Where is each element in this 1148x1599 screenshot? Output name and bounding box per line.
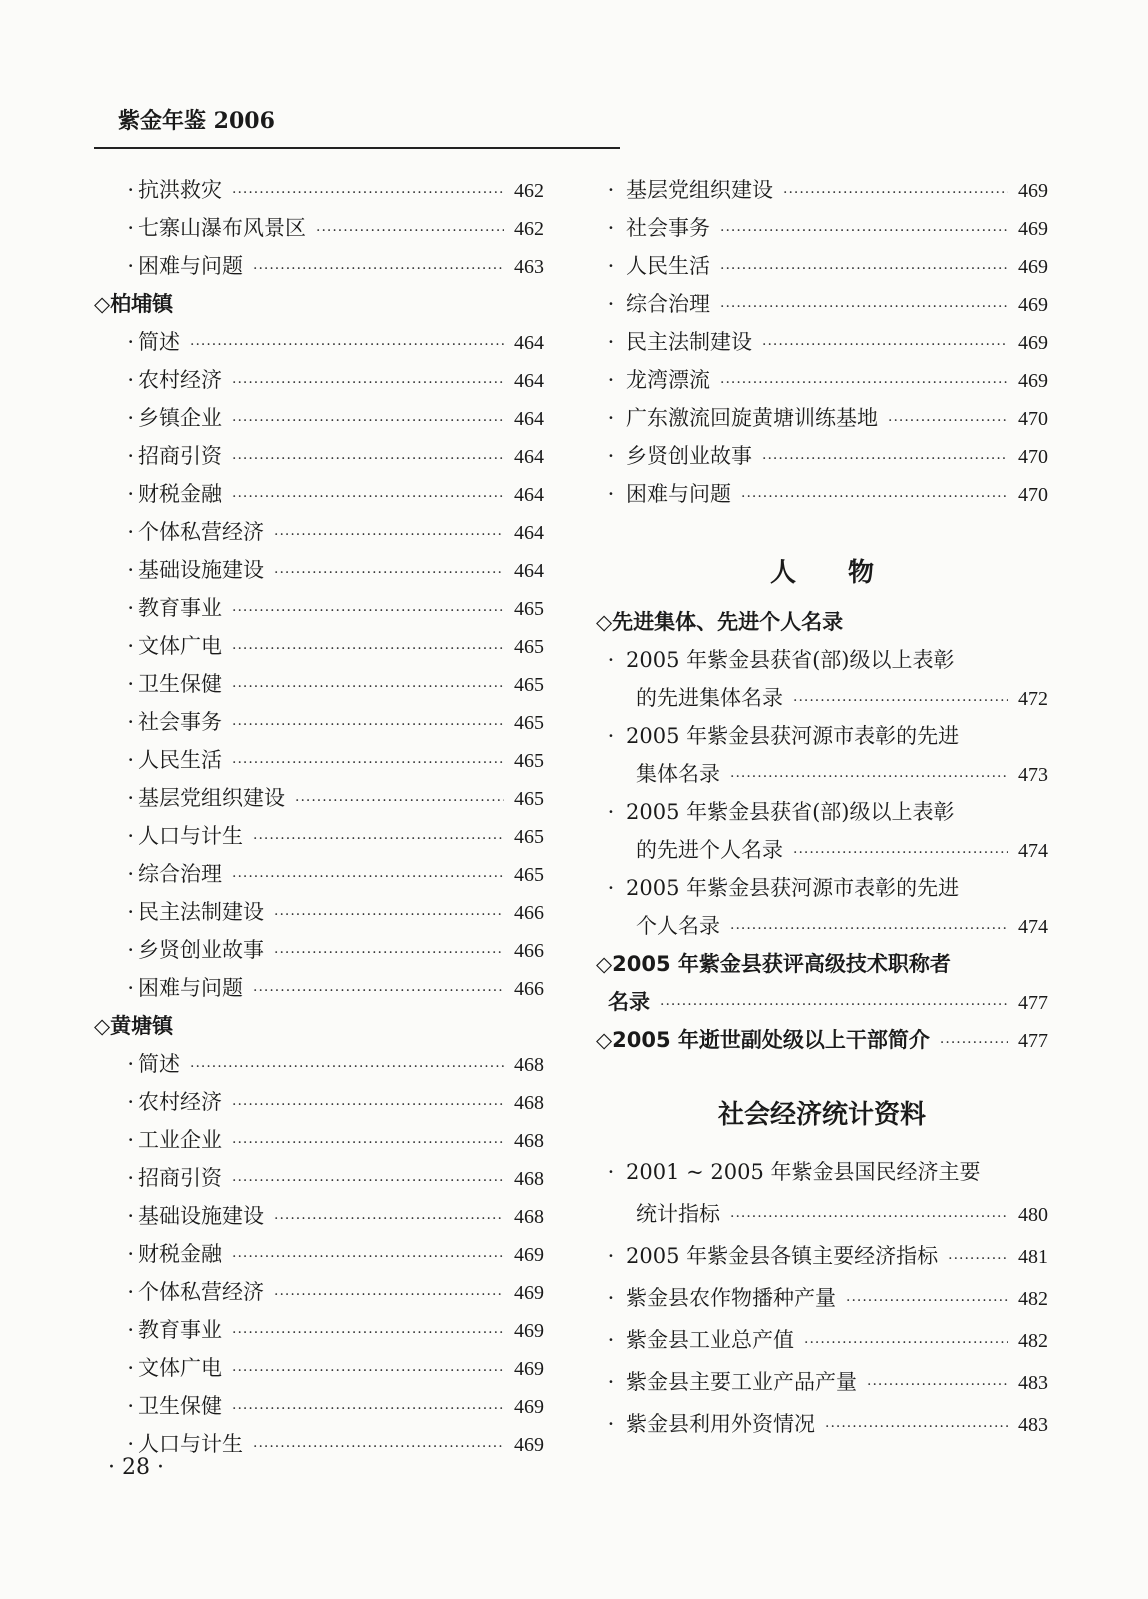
toc-entry[interactable]: [596, 399, 1048, 437]
toc-entry-title: 龙湾漂流: [626, 368, 710, 392]
toc-entry[interactable]: [596, 437, 1048, 475]
leader-dots: [274, 896, 504, 934]
toc-entry-line1: [596, 641, 1048, 679]
toc-page-number: 468: [514, 1092, 544, 1114]
toc-page-number: 483: [1018, 1414, 1048, 1436]
toc-entry-title: 财税金融: [138, 482, 222, 506]
leader-dots: [274, 516, 504, 554]
toc-page-number: 465: [514, 598, 544, 620]
bullet-dot: ·: [607, 800, 615, 824]
toc-page-number: 469: [514, 1396, 544, 1418]
toc-page-number: 468: [514, 1130, 544, 1152]
toc-entry[interactable]: [94, 893, 544, 931]
toc-entry[interactable]: [94, 209, 544, 247]
leader-dots: [232, 1352, 504, 1390]
leader-dots: [741, 478, 1008, 516]
leader-dots: [793, 834, 1008, 872]
toc-entry[interactable]: [596, 1319, 1048, 1361]
leader-dots: [730, 758, 1008, 796]
toc-entry[interactable]: [596, 323, 1048, 361]
toc-page-number: 477: [1018, 992, 1048, 1014]
toc-page-number: 464: [514, 370, 544, 392]
toc-entry-title: 人口与计生: [138, 824, 243, 848]
leader-dots: [295, 782, 504, 820]
leader-dots: [274, 554, 504, 592]
section-baitang: ◇柏埔镇: [94, 292, 174, 316]
leader-dots: [316, 212, 504, 250]
leader-dots: [232, 1124, 504, 1162]
toc-entry-title: 综合治理: [626, 292, 710, 316]
toc-entry[interactable]: [94, 1197, 544, 1235]
toc-page-number: 474: [1018, 916, 1048, 938]
toc-page-number: 464: [514, 484, 544, 506]
toc-entry-title: 民主法制建设: [626, 330, 752, 354]
toc-entry-title: 2005 年紫金县获省(部)级以上表彰: [626, 800, 955, 824]
section-huangtang: ◇黄塘镇: [94, 1014, 174, 1038]
leader-dots: [762, 440, 1008, 478]
toc-entry-title: 乡贤创业故事: [138, 938, 264, 962]
page-number: · 28 ·: [108, 1455, 164, 1480]
toc-entry[interactable]: [596, 475, 1048, 513]
bullet-dot: ·: [607, 330, 615, 354]
toc-page-number: 465: [514, 864, 544, 886]
toc-entry-title: 基础设施建设: [138, 558, 264, 582]
toc-entry[interactable]: [94, 627, 544, 665]
toc-entry[interactable]: [596, 361, 1048, 399]
toc-entry-titles[interactable]: [596, 945, 1048, 1021]
leader-dots: [232, 364, 504, 402]
toc-entry-title: 文体广电: [138, 634, 222, 658]
toc-page-number: 473: [1018, 764, 1048, 786]
toc-page-number: 469: [1018, 180, 1048, 202]
toc-left-column: [94, 171, 544, 1463]
bullet-dot: ·: [127, 1394, 134, 1418]
leader-dots: [190, 326, 504, 364]
toc-entry[interactable]: [94, 665, 544, 703]
bullet-dot: ·: [127, 938, 134, 962]
bullet-dot: ·: [607, 876, 615, 900]
leader-dots: [846, 1280, 1008, 1322]
toc-entry-line1: [596, 717, 1048, 755]
toc-entry[interactable]: [94, 779, 544, 817]
toc-page-number: 472: [1018, 688, 1048, 710]
toc-entry-line2: [596, 831, 1048, 869]
toc-page-number: 469: [514, 1244, 544, 1266]
bullet-dot: ·: [127, 900, 134, 924]
toc-page-number: 469: [1018, 218, 1048, 240]
toc-entry-title: 综合治理: [138, 862, 222, 886]
toc-entry-title: 人口与计生: [138, 1432, 243, 1456]
toc-page-number: 482: [1018, 1330, 1048, 1352]
leader-dots: [232, 1086, 504, 1124]
toc-entry[interactable]: [94, 1273, 544, 1311]
header-rule: [94, 147, 620, 149]
bullet-dot: ·: [607, 216, 615, 240]
toc-entry-title: 困难与问题: [626, 482, 731, 506]
bullet-dot: ·: [127, 178, 134, 202]
leader-dots: [253, 820, 504, 858]
bullet-dot: ·: [127, 710, 134, 734]
toc-entry[interactable]: [94, 171, 544, 209]
bullet-dot: ·: [127, 406, 134, 430]
toc-page-number: 469: [514, 1434, 544, 1456]
toc-entry[interactable]: [94, 1159, 544, 1197]
heading-stats: 社会经济统计资料: [717, 1100, 926, 1130]
toc-entry[interactable]: [596, 1361, 1048, 1403]
leader-dots: [253, 250, 504, 288]
toc-entry-title: 七寨山瀑布风景区: [138, 216, 306, 240]
toc-right-column: [596, 171, 1048, 1445]
bullet-dot: ·: [607, 444, 615, 468]
bullet-dot: ·: [127, 1052, 134, 1076]
leader-dots: [825, 1406, 1008, 1448]
toc-entry-title: 招商引资: [138, 1166, 222, 1190]
toc-entry[interactable]: [596, 1151, 1048, 1235]
toc-entry-title: 困难与问题: [138, 254, 243, 278]
toc-page-number: 465: [514, 750, 544, 772]
leader-dots: [232, 630, 504, 668]
toc-entry[interactable]: [94, 589, 544, 627]
toc-page-number: 480: [1018, 1204, 1048, 1226]
toc-entry[interactable]: [94, 1387, 544, 1425]
bullet-dot: ·: [127, 482, 134, 506]
toc-entry[interactable]: [94, 1235, 544, 1273]
toc-page-number: 464: [514, 332, 544, 354]
toc-entry-title: 文体广电: [138, 1356, 222, 1380]
bullet-dot: ·: [607, 254, 615, 278]
bullet-dot: ·: [127, 444, 134, 468]
bullet-dot: ·: [607, 1286, 615, 1310]
toc-entry[interactable]: [94, 969, 544, 1007]
toc-page-number: 469: [1018, 332, 1048, 354]
toc-entry[interactable]: [94, 855, 544, 893]
leader-dots: [720, 250, 1008, 288]
toc-entry[interactable]: [94, 931, 544, 969]
leader-dots: [232, 858, 504, 896]
toc-entry-deceased[interactable]: [596, 1021, 1048, 1059]
leader-dots: [762, 326, 1008, 364]
toc-entry-title: 社会事务: [626, 216, 710, 240]
toc-entry-line1: [596, 1151, 1048, 1193]
toc-entry[interactable]: [94, 513, 544, 551]
bullet-dot: ·: [127, 520, 134, 544]
toc-page-number: 464: [514, 446, 544, 468]
toc-entry[interactable]: [94, 1349, 544, 1387]
toc-entry[interactable]: [596, 247, 1048, 285]
toc-entry-line2: [596, 679, 1048, 717]
bullet-dot: ·: [127, 558, 134, 582]
toc-page-number: 464: [514, 522, 544, 544]
toc-page-number: 470: [1018, 446, 1048, 468]
toc-entry[interactable]: [94, 551, 544, 589]
toc-entry-title: 基础设施建设: [138, 1204, 264, 1228]
toc-page-number: 462: [514, 218, 544, 240]
toc-page-number: 469: [514, 1358, 544, 1380]
toc-entry[interactable]: [94, 741, 544, 779]
toc-entry-title: 卫生保健: [138, 1394, 222, 1418]
leader-dots: [232, 440, 504, 478]
bullet-dot: ·: [127, 1090, 134, 1114]
bullet-dot: ·: [127, 1166, 134, 1190]
leader-dots: [720, 212, 1008, 250]
bullet-dot: ·: [607, 178, 615, 202]
toc-entry-line2: [596, 907, 1048, 945]
leader-dots: [940, 1024, 1008, 1062]
toc-entry-line2: [596, 1193, 1048, 1235]
toc-page-number: 469: [1018, 370, 1048, 392]
toc-entry-title: 紫金县主要工业产品产量: [626, 1370, 857, 1394]
toc-page-number: 470: [1018, 484, 1048, 506]
toc-entry-title: 卫生保健: [138, 672, 222, 696]
section-deceased-title: ◇2005 年逝世副处级以上干部简介: [596, 1028, 930, 1052]
toc-entry-title: 基层党组织建设: [626, 178, 773, 202]
toc-entry-title: 紫金县利用外资情况: [626, 1412, 815, 1436]
bullet-dot: ·: [127, 1242, 134, 1266]
bullet-dot: ·: [607, 1370, 615, 1394]
leader-dots: [232, 706, 504, 744]
leader-dots: [274, 1276, 504, 1314]
leader-dots: [720, 364, 1008, 402]
leader-dots: [660, 986, 1008, 1024]
toc-page-number: 466: [514, 978, 544, 1000]
toc-page-number: 465: [514, 636, 544, 658]
toc-entry[interactable]: [596, 1235, 1048, 1277]
leader-dots: [190, 1048, 504, 1086]
toc-entry-title-cont: 的先进集体名录: [636, 686, 783, 710]
toc-page-number: 462: [514, 180, 544, 202]
toc-page-number: 465: [514, 826, 544, 848]
heading-people: 人 物: [769, 558, 874, 588]
toc-entry[interactable]: [596, 285, 1048, 323]
toc-entry-title: 农村经济: [138, 368, 222, 392]
bullet-dot: ·: [127, 254, 134, 278]
leader-dots: [232, 744, 504, 782]
toc-entry[interactable]: [596, 1403, 1048, 1445]
toc-entry-title: 2005 年紫金县获省(部)级以上表彰: [626, 648, 955, 672]
bullet-dot: ·: [127, 634, 134, 658]
toc-entry-title: 农村经济: [138, 1090, 222, 1114]
bullet-dot: ·: [127, 216, 134, 240]
toc-entry-title: 社会事务: [138, 710, 222, 734]
bullet-dot: ·: [127, 1356, 134, 1380]
bullet-dot: ·: [607, 724, 615, 748]
leader-dots: [783, 174, 1008, 212]
toc-entry-title: 抗洪救灾: [138, 178, 222, 202]
leader-dots: [720, 288, 1008, 326]
leader-dots: [730, 1196, 1008, 1238]
toc-entry[interactable]: [596, 641, 1048, 717]
bullet-dot: ·: [607, 648, 615, 672]
toc-page-number: 468: [514, 1168, 544, 1190]
leader-dots: [232, 1314, 504, 1352]
leader-dots: [274, 1200, 504, 1238]
toc-entry[interactable]: [94, 247, 544, 285]
toc-page-number: 465: [514, 674, 544, 696]
bullet-dot: ·: [127, 330, 134, 354]
toc-entry-title: 个体私营经济: [138, 520, 264, 544]
toc-page-number: 463: [514, 256, 544, 278]
bullet-dot: ·: [127, 1280, 134, 1304]
toc-page-number: 474: [1018, 840, 1048, 862]
toc-page-number: 469: [514, 1282, 544, 1304]
toc-entry-title: 基层党组织建设: [138, 786, 285, 810]
toc-page-number: 469: [514, 1320, 544, 1342]
toc-page-number: 469: [1018, 256, 1048, 278]
toc-entry[interactable]: [596, 717, 1048, 793]
toc-page-number: 481: [1018, 1246, 1048, 1268]
toc-page-number: 468: [514, 1206, 544, 1228]
bullet-dot: ·: [607, 406, 615, 430]
toc-page-number: 469: [1018, 294, 1048, 316]
leader-dots: [232, 478, 504, 516]
leader-dots: [274, 934, 504, 972]
toc-page-number: 465: [514, 712, 544, 734]
toc-entry-title: 教育事业: [138, 596, 222, 620]
toc-entry-title: 财税金融: [138, 1242, 222, 1266]
toc-entry-title-cont: 的先进个人名录: [636, 838, 783, 862]
leader-dots: [232, 1390, 504, 1428]
bullet-dot: ·: [607, 482, 615, 506]
toc-page-number: 468: [514, 1054, 544, 1076]
bullet-dot: ·: [127, 824, 134, 848]
toc-entry-line2: [596, 755, 1048, 793]
toc-entry[interactable]: [596, 869, 1048, 945]
leader-dots: [793, 682, 1008, 720]
toc-entry-title: 工业企业: [138, 1128, 222, 1152]
toc-entry[interactable]: [94, 399, 544, 437]
toc-entry-title-cont: 集体名录: [636, 762, 720, 786]
bullet-dot: ·: [127, 596, 134, 620]
toc-page-number: 466: [514, 940, 544, 962]
toc-entry-title: 2005 年紫金县获河源市表彰的先进: [626, 724, 960, 748]
bullet-dot: ·: [127, 862, 134, 886]
toc-entry-title: 乡贤创业故事: [626, 444, 752, 468]
leader-dots: [232, 402, 504, 440]
toc-entry-title: 2005 年紫金县各镇主要经济指标: [626, 1244, 939, 1268]
toc-page-number: 470: [1018, 408, 1048, 430]
toc-entry[interactable]: [94, 1311, 544, 1349]
toc-page-number: 477: [1018, 1030, 1048, 1052]
toc-entry[interactable]: [94, 703, 544, 741]
leader-dots: [730, 910, 1008, 948]
section-advanced: ◇先进集体、先进个人名录: [596, 610, 844, 634]
toc-page-number: 466: [514, 902, 544, 924]
toc-entry[interactable]: [94, 1083, 544, 1121]
bullet-dot: ·: [127, 1318, 134, 1342]
leader-dots: [232, 174, 504, 212]
bullet-dot: ·: [607, 1328, 615, 1352]
leader-dots: [232, 668, 504, 706]
toc-entry-line1: [596, 869, 1048, 907]
toc-entry-title: 2001 ~ 2005 年紫金县国民经济主要: [626, 1160, 981, 1184]
toc-entry[interactable]: [94, 323, 544, 361]
leader-dots: [253, 972, 504, 1010]
toc-entry-title: 个体私营经济: [138, 1280, 264, 1304]
toc-entry[interactable]: [94, 1045, 544, 1083]
toc-entry[interactable]: [596, 209, 1048, 247]
toc-entry[interactable]: [596, 171, 1048, 209]
leader-dots: [804, 1322, 1008, 1364]
section-titles-line1: ◇2005 年紫金县获评高级技术职称者: [596, 952, 951, 976]
toc-entry[interactable]: [94, 361, 544, 399]
bullet-dot: ·: [127, 748, 134, 772]
leader-dots: [232, 1238, 504, 1276]
toc-page-number: 464: [514, 560, 544, 582]
toc-entry[interactable]: [94, 475, 544, 513]
toc-entry-title: 困难与问题: [138, 976, 243, 1000]
toc-entry-title-cont: 统计指标: [636, 1202, 720, 1226]
toc-entry-title: 人民生活: [626, 254, 710, 278]
leader-dots: [888, 402, 1008, 440]
toc-entry-title: 紫金县农作物播种产量: [626, 1286, 836, 1310]
bullet-dot: ·: [127, 672, 134, 696]
bullet-dot: ·: [607, 1412, 615, 1436]
bullet-dot: ·: [127, 786, 134, 810]
section-titles-line2: 名录: [608, 990, 650, 1014]
running-header: 紫金年鉴 2006: [118, 108, 275, 134]
bullet-dot: ·: [127, 1128, 134, 1152]
bullet-dot: ·: [127, 976, 134, 1000]
leader-dots: [867, 1364, 1008, 1406]
toc-entry-title: 民主法制建设: [138, 900, 264, 924]
leader-dots: [232, 1162, 504, 1200]
toc-entry-title: 2005 年紫金县获河源市表彰的先进: [626, 876, 960, 900]
toc-entry[interactable]: [94, 817, 544, 855]
bullet-dot: ·: [127, 1204, 134, 1228]
toc-entry[interactable]: [94, 1121, 544, 1159]
toc-entry[interactable]: [596, 1277, 1048, 1319]
toc-page-number: 482: [1018, 1288, 1048, 1310]
toc-entry-title: 紫金县工业总产值: [626, 1328, 794, 1352]
bullet-dot: ·: [607, 1244, 615, 1268]
toc-entry[interactable]: [94, 437, 544, 475]
toc-entry-title-cont: 个人名录: [636, 914, 720, 938]
bullet-dot: ·: [127, 368, 134, 392]
bullet-dot: ·: [607, 368, 615, 392]
toc-entry-title: 广东激流回旋黄塘训练基地: [626, 406, 878, 430]
bullet-dot: ·: [127, 1432, 134, 1456]
toc-entry-title: 人民生活: [138, 748, 222, 772]
toc-page-number: 464: [514, 408, 544, 430]
toc-entry-title: 教育事业: [138, 1318, 222, 1342]
toc-entry-title: 招商引资: [138, 444, 222, 468]
toc-entry-title: 简述: [138, 330, 180, 354]
leader-dots: [948, 1238, 1008, 1280]
bullet-dot: ·: [607, 292, 615, 316]
toc-page-number: 465: [514, 788, 544, 810]
toc-entry-line1: [596, 793, 1048, 831]
leader-dots: [253, 1428, 504, 1466]
leader-dots: [232, 592, 504, 630]
toc-entry-title: 乡镇企业: [138, 406, 222, 430]
toc-page-number: 483: [1018, 1372, 1048, 1394]
bullet-dot: ·: [607, 1160, 615, 1184]
toc-entry[interactable]: [596, 793, 1048, 869]
toc-entry-title: 简述: [138, 1052, 180, 1076]
